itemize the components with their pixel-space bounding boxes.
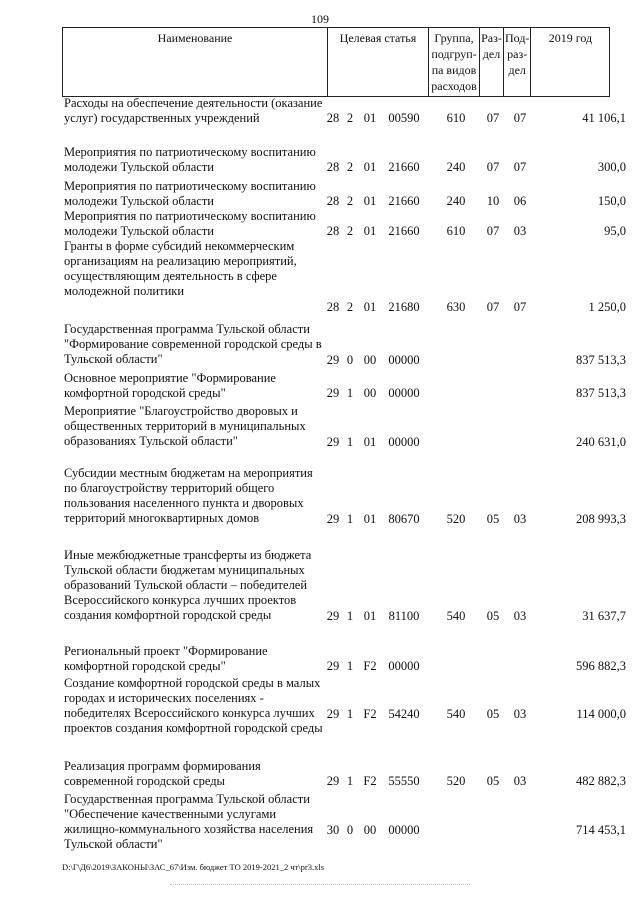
row-code-2: 1 — [346, 386, 354, 400]
row-name: Мероприятия по патриотическому воспитанию молодежи Тульской области — [64, 179, 316, 208]
row-code-2: 2 — [346, 194, 354, 208]
row-code-2: 1 — [346, 435, 354, 449]
row-code-1: 29 — [326, 353, 340, 367]
row-amount: 240 631,0 — [576, 435, 626, 449]
row-code-4: 00000 — [388, 386, 420, 400]
row-name: Региональный проект "Формирование комфортной городской среды" — [64, 644, 268, 673]
row-name: Основное мероприятие "Формирование комфортной городской среды" — [64, 371, 276, 400]
row-code-1: 30 — [326, 823, 340, 837]
row-code-2: 1 — [346, 774, 354, 788]
row-code-4: 21660 — [388, 160, 420, 174]
row-code-2: 2 — [346, 111, 354, 125]
row-amount: 31 637,7 — [582, 609, 626, 623]
row-podrazdel: 03 — [513, 707, 527, 721]
row-name: Реализация программ формирования современной городской среды — [64, 759, 261, 788]
row-podrazdel: 03 — [513, 609, 527, 623]
row-podrazdel: 07 — [513, 160, 527, 174]
footer-path: D:\Г\Д6\2019\ЗАКОНЫ\ЗАС_67\Изм. бюджет ТО 2019-2021_2 чт\pr3.xls — [62, 862, 325, 872]
row-code-3: 00 — [363, 386, 377, 400]
row-code-1: 28 — [326, 224, 340, 238]
row-name: Государственная программа Тульской области "Обеспечение качественными услугами жилищно-коммунального хозяйства населения Тульской области" — [64, 792, 314, 851]
row-podrazdel: 03 — [513, 512, 527, 526]
row-name: Субсидии местным бюджетам на мероприятия по благоустройству территорий общего пользования населенного пункта и дворовых территорий многоквартирных домов — [64, 466, 313, 525]
row-code-4: 21660 — [388, 194, 420, 208]
row-code-3: 01 — [363, 160, 377, 174]
row-code-1: 29 — [326, 435, 340, 449]
row-code-4: 00000 — [388, 435, 420, 449]
row-amount: 837 513,3 — [576, 353, 626, 367]
header-razdel: Раз-дел — [480, 28, 504, 97]
row-name: Мероприятия по патриотическому воспитанию молодежи Тульской области — [64, 145, 316, 174]
row-group: 540 — [446, 609, 466, 623]
row-amount: 114 000,0 — [576, 707, 626, 721]
row-code-4: 54240 — [388, 707, 420, 721]
row-razdel: 10 — [486, 194, 500, 208]
row-group: 610 — [446, 224, 466, 238]
row-razdel: 05 — [486, 707, 500, 721]
row-code-2: 2 — [346, 160, 354, 174]
row-code-2: 1 — [346, 609, 354, 623]
row-amount: 95,0 — [604, 224, 626, 238]
row-code-2: 1 — [346, 707, 354, 721]
row-code-4: 21660 — [388, 224, 420, 238]
table-header — [62, 27, 610, 97]
row-group: 610 — [446, 111, 466, 125]
row-code-4: 21680 — [388, 300, 420, 314]
row-razdel: 07 — [486, 300, 500, 314]
header-year: 2019 год — [531, 28, 610, 97]
row-group: 520 — [446, 774, 466, 788]
page-number: 109 — [311, 12, 329, 26]
row-amount: 41 106,1 — [582, 111, 626, 125]
row-code-2: 0 — [346, 823, 354, 837]
row-code-1: 28 — [326, 194, 340, 208]
row-code-4: 00000 — [388, 823, 420, 837]
row-name: Мероприятие "Благоустройство дворовых и общественных территорий в муниципальных образованиях Тульской области" — [64, 404, 306, 448]
row-code-2: 2 — [346, 224, 354, 238]
row-group: 520 — [446, 512, 466, 526]
row-code-4: 80670 — [388, 512, 420, 526]
row-amount: 596 882,3 — [576, 659, 626, 673]
row-code-4: 00000 — [388, 659, 420, 673]
row-code-4: 00590 — [388, 111, 420, 125]
row-name: Создание комфортной городской среды в малых городах и исторических поселениях - победителях Всероссийского конкурса лучших проектов создания комфортной городской среды — [64, 676, 323, 735]
row-name: Иные межбюджетные трансферты из бюджета Тульской области бюджетам муниципальных образований Тульской области – победителей Всероссийского конкурса лучших проектов создания комфортной городской среды — [64, 548, 312, 622]
row-group: 240 — [446, 194, 466, 208]
row-group: 240 — [446, 160, 466, 174]
row-name: Государственная программа Тульской области "Формирование современной городской среды в Тульской области" — [64, 322, 322, 366]
row-code-3: 00 — [363, 353, 377, 367]
row-code-1: 29 — [326, 659, 340, 673]
row-razdel: 07 — [486, 160, 500, 174]
row-code-4: 00000 — [388, 353, 420, 367]
row-code-1: 29 — [326, 512, 340, 526]
row-amount: 208 993,3 — [576, 512, 626, 526]
row-group: 540 — [446, 707, 466, 721]
row-code-1: 29 — [326, 386, 340, 400]
row-code-3: 01 — [363, 194, 377, 208]
row-code-2: 2 — [346, 300, 354, 314]
row-code-4: 55550 — [388, 774, 420, 788]
row-amount: 300,0 — [597, 160, 626, 174]
row-group: 630 — [446, 300, 466, 314]
row-code-2: 1 — [346, 659, 354, 673]
row-code-3: 01 — [363, 512, 377, 526]
row-amount: 714 453,1 — [576, 823, 626, 837]
row-razdel: 05 — [486, 512, 500, 526]
header-target: Целевая статья — [328, 28, 429, 97]
row-amount: 837 513,3 — [576, 386, 626, 400]
row-podrazdel: 07 — [513, 300, 527, 314]
row-code-3: 01 — [363, 300, 377, 314]
row-amount: 150,0 — [597, 194, 626, 208]
row-code-3: 01 — [363, 111, 377, 125]
row-code-3: F2 — [363, 659, 377, 673]
row-code-2: 1 — [346, 512, 354, 526]
row-name: Гранты в форме субсидий некоммерческим организациям на реализацию мероприятий, осуществляющим деятельность в сфере молодежной политики — [64, 239, 297, 298]
row-code-3: 01 — [363, 435, 377, 449]
row-amount: 1 250,0 — [588, 300, 626, 314]
row-code-3: F2 — [363, 774, 377, 788]
row-podrazdel: 06 — [513, 194, 527, 208]
row-code-3: F2 — [363, 707, 377, 721]
row-razdel: 07 — [486, 111, 500, 125]
row-podrazdel: 03 — [513, 224, 527, 238]
row-code-3: 01 — [363, 224, 377, 238]
row-razdel: 07 — [486, 224, 500, 238]
row-code-1: 28 — [326, 160, 340, 174]
row-name: Мероприятия по патриотическому воспитанию молодежи Тульской области — [64, 209, 316, 238]
row-code-3: 01 — [363, 609, 377, 623]
header-name: Наименование — [63, 28, 328, 97]
row-razdel: 05 — [486, 774, 500, 788]
row-code-1: 29 — [326, 774, 340, 788]
row-code-1: 28 — [326, 300, 340, 314]
header-podrazdel: Под-раз-дел — [504, 28, 531, 97]
row-code-4: 81100 — [388, 609, 420, 623]
row-name: Расходы на обеспечение деятельности (оказание услуг) государственных учреждений — [64, 96, 323, 125]
header-group: Группа, подгруп-па видов расходов — [429, 28, 480, 97]
bottom-divider — [170, 884, 470, 885]
row-code-1: 29 — [326, 707, 340, 721]
row-code-1: 29 — [326, 609, 340, 623]
row-podrazdel: 07 — [513, 111, 527, 125]
row-amount: 482 882,3 — [576, 774, 626, 788]
row-code-1: 28 — [326, 111, 340, 125]
row-razdel: 05 — [486, 609, 500, 623]
row-code-3: 00 — [363, 823, 377, 837]
row-podrazdel: 03 — [513, 774, 527, 788]
row-code-2: 0 — [346, 353, 354, 367]
